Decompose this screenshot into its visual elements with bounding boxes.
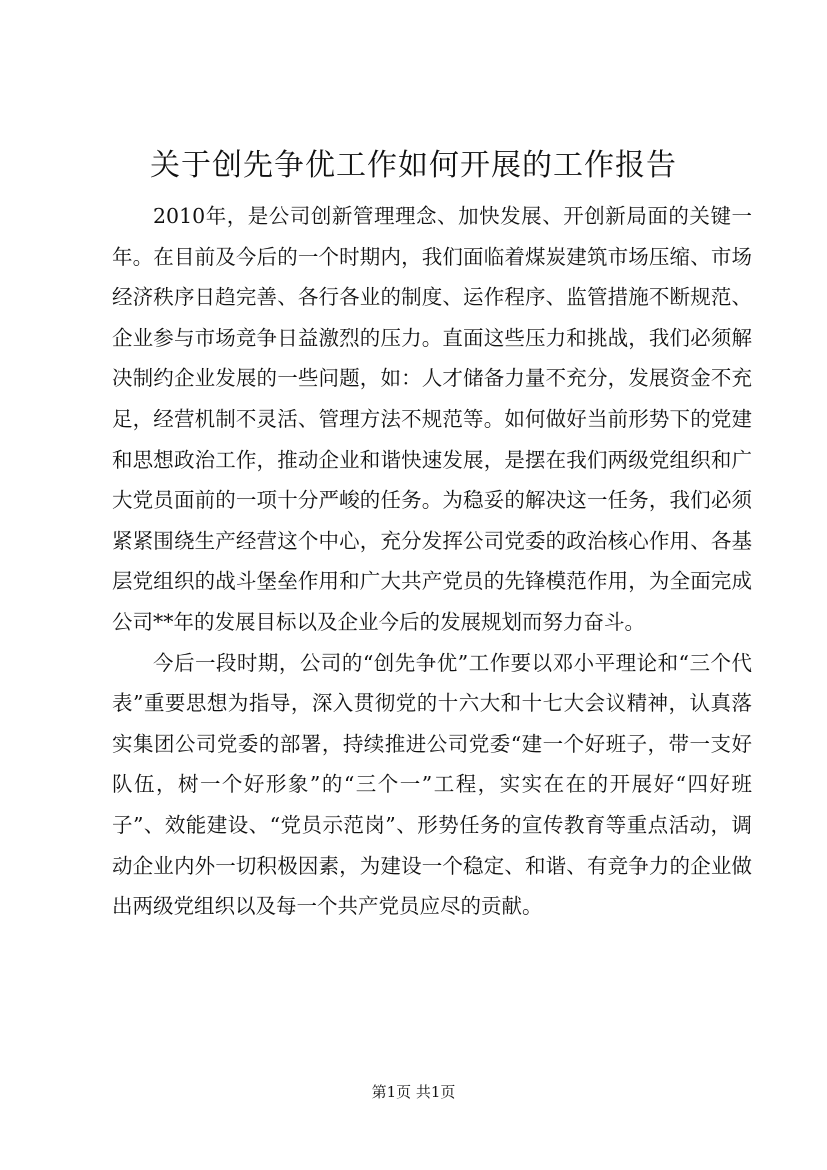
document-body [112, 196, 752, 927]
paragraph-1: 2010年，是公司创新管理理念、加快发展、开创新局面的关键一年。在目前及今后的一个时期内，我们面临着煤炭建筑市场压缩、市场经济秩序日趋完善、各行各业的制度、运作程序、监管措施不断规范、企业参与市场竞争日益激烈的压力。直面这些压力和挑战，我们必须解决制约企业发展的一些问题，如：人才储备力量不充分，发展资金不充足，经营机制不灵活、管理方法不规范等。如何做好当前形势下的党建和思想政治工作，推动企业和谐快速发展，是摆在我们两级党组织和广大党员面前的一项十分严峻的任务。为稳妥的解决这一任务，我们必须紧紧围绕生产经营这个中心，充分发挥公司党委的政治核心作用、各基层党组织的战斗堡垒作用和广大共产党员的先锋模范作用，为全面完成公司**年的发展目标以及企业今后的发展规划而努力奋斗。 [112, 204, 752, 634]
page-footer: 第1页 共1页 [371, 1083, 456, 1101]
document-title: 关于创先争优工作如何开展的工作报告 [150, 148, 677, 183]
paragraph-2: 今后一段时期，公司的“创先争优”工作要以邓小平理论和“三个代表”重要思想为指导，深入贯彻党的十六大和十七大会议精神，认真落实集团公司党委的部署，持续推进公司党委“建一个好班子，带一支好队伍，树一个好形象”的“三个一”工程，实实在在的开展好“四好班子”、效能建设、“党员示范岗”、形势任务的宣传教育等重点活动，调动企业内外一切积极因素，为建设一个稳定、和谐、有竞争力的企业做出两级党组织以及每一个共产党员应尽的贡献。 [112, 650, 752, 919]
